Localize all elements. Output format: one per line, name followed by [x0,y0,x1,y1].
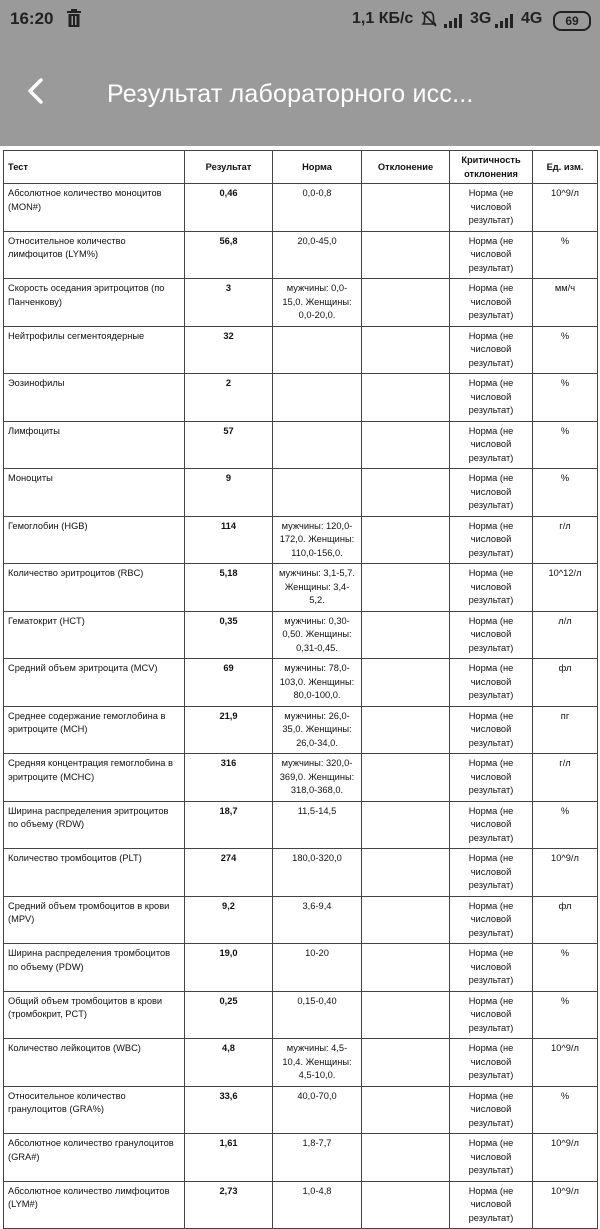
cell-result: 114 [185,516,273,564]
table-row [4,754,598,802]
cell-criticality: Норма (не числовой результат) [450,1039,533,1087]
cell-test: Относительное количество гранулоцитов (GRA%) [4,1086,185,1134]
cell-unit: % [533,801,598,849]
muted-bell-icon [420,10,438,32]
battery-icon: 69 [553,11,591,31]
cell-result: 21,9 [185,706,273,754]
table-row [4,231,598,279]
cell-criticality: Норма (не числовой результат) [450,469,533,517]
cell-unit: 10^9/л [533,1134,598,1182]
cell-norm: 0,0-0,8 [273,184,362,232]
cell-unit: 10^9/л [533,1181,598,1229]
cell-unit: л/л [533,611,598,659]
cell-result: 69 [185,659,273,707]
cell-deviation [362,1181,450,1229]
app-bar [0,40,600,146]
table-row [4,1181,598,1229]
cell-criticality: Норма (не числовой результат) [450,754,533,802]
cell-norm [273,469,362,517]
cell-norm [273,374,362,422]
cell-unit: 10^12/л [533,564,598,612]
table-row [4,374,598,422]
cell-result: 3 [185,279,273,327]
cell-deviation [362,564,450,612]
cell-unit: % [533,469,598,517]
cell-test: Средний объем эритроцита (MCV) [4,659,185,707]
cell-criticality: Норма (не числовой результат) [450,706,533,754]
cell-result: 56,8 [185,231,273,279]
cell-norm [273,421,362,469]
table-row [4,279,598,327]
cell-result: 0,25 [185,991,273,1039]
cell-unit: % [533,231,598,279]
cell-unit: 10^9/л [533,184,598,232]
cell-criticality: Норма (не числовой результат) [450,849,533,897]
cell-test: Гемоглобин (HGB) [4,516,185,564]
cell-deviation [362,611,450,659]
cell-unit: % [533,944,598,992]
cell-result: 0,35 [185,611,273,659]
page-title: Результат лабораторного исс... [107,80,474,108]
cell-criticality: Норма (не числовой результат) [450,421,533,469]
table-row [4,469,598,517]
cell-norm: 40,0-70,0 [273,1086,362,1134]
cell-criticality: Норма (не числовой результат) [450,991,533,1039]
table-row [4,421,598,469]
cell-result: 19,0 [185,944,273,992]
cell-norm: мужчины: 320,0-369,0. Женщины: 318,0-368,0. [273,754,362,802]
status-bar [0,0,600,40]
cell-unit: фл [533,896,598,944]
cell-result: 0,46 [185,184,273,232]
cell-deviation [362,326,450,374]
cell-test: Количество лейкоцитов (WBC) [4,1039,185,1087]
header-result: Результат [185,151,273,184]
cell-norm: 10-20 [273,944,362,992]
cell-criticality: Норма (не числовой результат) [450,1181,533,1229]
header-norm: Норма [273,151,362,184]
cell-deviation [362,184,450,232]
cell-result: 4,8 [185,1039,273,1087]
cell-criticality: Норма (не числовой результат) [450,896,533,944]
signal-icon [444,12,466,28]
cell-test: Абсолютное количество моноцитов (MON#) [4,184,185,232]
cell-unit: г/л [533,754,598,802]
cell-test: Абсолютное количество лимфоцитов (LYM#) [4,1181,185,1229]
cell-unit: % [533,991,598,1039]
cell-criticality: Норма (не числовой результат) [450,1134,533,1182]
cell-test: Нейтрофилы сегментоядерные [4,326,185,374]
cell-result: 1,61 [185,1134,273,1182]
cell-criticality: Норма (не числовой результат) [450,659,533,707]
cell-test: Средний объем тромбоцитов в крови (MPV) [4,896,185,944]
table-row [4,801,598,849]
cell-test: Ширина распределения эритроцитов по объему (RDW) [4,801,185,849]
cell-deviation [362,944,450,992]
cell-criticality: Норма (не числовой результат) [450,231,533,279]
cell-norm: мужчины: 0,30-0,50. Женщины: 0,31-0,45. [273,611,362,659]
cell-result: 2,73 [185,1181,273,1229]
table-header-row [4,151,598,184]
cell-unit: г/л [533,516,598,564]
cell-result: 9,2 [185,896,273,944]
cell-test: Общий объем тромбоцитов в крови (тромбокрит, PCT) [4,991,185,1039]
cell-result: 5,18 [185,564,273,612]
cell-result: 18,7 [185,801,273,849]
cell-norm: мужчины: 26,0-35,0. Женщины: 26,0-34,0. [273,706,362,754]
cell-test: Скорость оседания эритроцитов (по Панченкову) [4,279,185,327]
cell-deviation [362,231,450,279]
table-row [4,849,598,897]
table-row [4,1134,598,1182]
table-row [4,1086,598,1134]
results-table [3,150,598,1229]
cell-deviation [362,1086,450,1134]
cell-test: Количество тромбоцитов (PLT) [4,849,185,897]
cell-criticality: Норма (не числовой результат) [450,564,533,612]
cell-deviation [362,896,450,944]
cell-norm: 180,0-320,0 [273,849,362,897]
cell-deviation [362,516,450,564]
cell-deviation [362,706,450,754]
cell-deviation [362,1039,450,1087]
trash-icon [66,9,82,32]
status-time: 16:20 [10,9,54,28]
cell-criticality: Норма (не числовой результат) [450,516,533,564]
cell-norm: мужчины: 120,0-172,0. Женщины: 110,0-156,0. [273,516,362,564]
table-row [4,326,598,374]
cell-criticality: Норма (не числовой результат) [450,374,533,422]
cell-result: 57 [185,421,273,469]
cell-test: Эозинофилы [4,374,185,422]
cell-result: 2 [185,374,273,422]
cell-result: 9 [185,469,273,517]
cell-criticality: Норма (не числовой результат) [450,611,533,659]
signal-icon [495,12,517,28]
header-criticality: Критичность отклонения [450,151,533,184]
cell-deviation [362,801,450,849]
cell-unit: фл [533,659,598,707]
cell-unit: % [533,326,598,374]
cell-criticality: Норма (не числовой результат) [450,326,533,374]
cell-unit: пг [533,706,598,754]
cell-unit: 10^9/л [533,1039,598,1087]
cell-unit: % [533,374,598,422]
cell-deviation [362,374,450,422]
cell-norm: 20,0-45,0 [273,231,362,279]
cell-norm: мужчины: 78,0-103,0. Женщины: 80,0-100,0. [273,659,362,707]
cell-deviation [362,469,450,517]
header-test: Тест [4,151,185,184]
cell-test: Относительное количество лимфоцитов (LYM%) [4,231,185,279]
cell-unit: мм/ч [533,279,598,327]
cell-deviation [362,279,450,327]
cell-deviation [362,849,450,897]
cell-criticality: Норма (не числовой результат) [450,184,533,232]
network-speed: 1,1 КБ/с [352,10,414,27]
cell-test: Количество эритроцитов (RBC) [4,564,185,612]
cell-criticality: Норма (не числовой результат) [450,1086,533,1134]
cell-test: Моноциты [4,469,185,517]
table-row [4,991,598,1039]
cell-criticality: Норма (не числовой результат) [450,944,533,992]
cell-norm: мужчины: 3,1-5,7. Женщины: 3,4-5,2. [273,564,362,612]
cell-test: Средняя концентрация гемоглобина в эритроците (MCHC) [4,754,185,802]
cell-deviation [362,754,450,802]
cell-result: 33,6 [185,1086,273,1134]
cell-result: 316 [185,754,273,802]
back-arrow-icon[interactable] [22,76,52,106]
table-row [4,516,598,564]
network-3g-label: 3G [470,10,492,27]
cell-unit: 10^9/л [533,849,598,897]
cell-test: Ширина распределения тромбоцитов по объему (PDW) [4,944,185,992]
cell-test: Абсолютное количество гранулоцитов (GRA#) [4,1134,185,1182]
cell-deviation [362,659,450,707]
cell-unit: % [533,421,598,469]
cell-norm: 1,0-4,8 [273,1181,362,1229]
table-row [4,944,598,992]
cell-deviation [362,1134,450,1182]
cell-result: 32 [185,326,273,374]
cell-norm: мужчины: 0,0-15,0. Женщины: 0,0-20,0. [273,279,362,327]
cell-norm: 3,6-9,4 [273,896,362,944]
network-4g-label: 4G [521,10,543,27]
cell-norm: мужчины: 4,5-10,4. Женщины: 4,5-10,0. [273,1039,362,1087]
cell-test: Лимфоциты [4,421,185,469]
cell-norm: 11,5-14,5 [273,801,362,849]
cell-norm [273,326,362,374]
cell-unit: % [533,1086,598,1134]
table-row [4,564,598,612]
cell-result: 274 [185,849,273,897]
cell-test: Гематокрит (HCT) [4,611,185,659]
cell-criticality: Норма (не числовой результат) [450,801,533,849]
table-row [4,706,598,754]
cell-norm: 0,15-0,40 [273,991,362,1039]
results-table-container [3,150,597,1229]
cell-norm: 1,8-7,7 [273,1134,362,1182]
table-row [4,1039,598,1087]
table-row [4,611,598,659]
cell-deviation [362,991,450,1039]
header-unit: Ед. изм. [533,151,598,184]
cell-criticality: Норма (не числовой результат) [450,279,533,327]
cell-deviation [362,421,450,469]
table-row [4,659,598,707]
table-row [4,184,598,232]
table-row [4,896,598,944]
header-deviation: Отклонение [362,151,450,184]
cell-test: Среднее содержание гемоглобина в эритроците (MCH) [4,706,185,754]
